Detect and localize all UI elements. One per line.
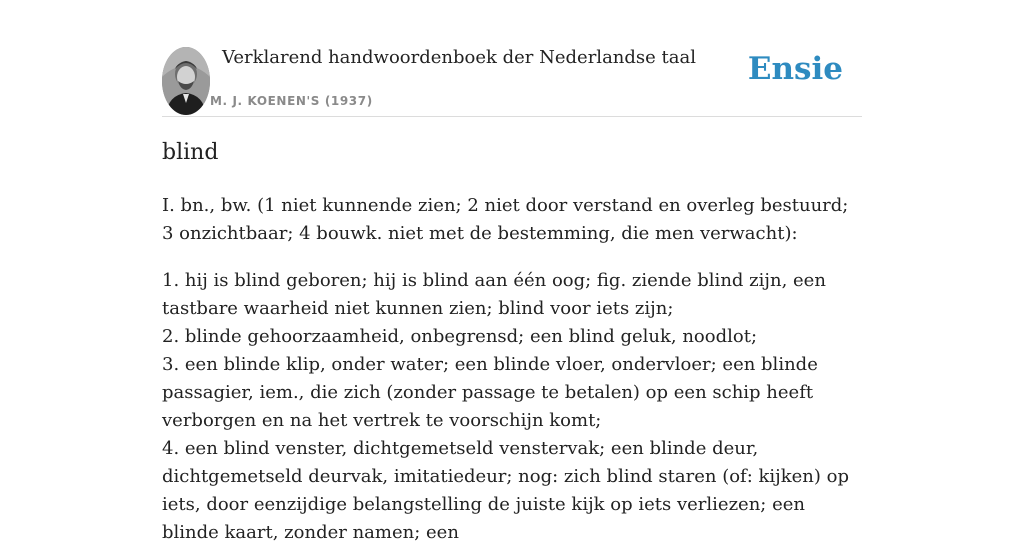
entry-headword: blind — [162, 140, 219, 165]
entry-intro: I. bn., bw. (1 niet kunnende zien; 2 niet door verstand en overleg bestuurd; 3 onzichtbaar; 4 bouwk. niet met de bestemming, die men verwacht): — [162, 195, 849, 244]
dictionary-header — [162, 44, 862, 117]
author-portrait-icon — [162, 47, 210, 115]
author-edition: M. J. KOENEN'S (1937) — [210, 94, 373, 108]
entry-definition — [162, 192, 862, 547]
entry-sense-1: 1. hij is blind geboren; hij is blind aan één oog; fig. ziende blind zijn, een tastbare waarheid niet kunnen zien; blind voor iets zijn; — [162, 270, 826, 319]
entry-sense-2: 2. blinde gehoorzaamheid, onbegrensd; een blind geluk, noodlot; — [162, 326, 758, 347]
entry-sense-4: 4. een blind venster, dichtgemetseld venstervak; een blinde deur, dichtgemetseld deurvak, imitatiedeur; nog: zich blind staren (of: kijken) op iets, door eenzijdige belangstelling de juiste kijk op iets verliezen; een blinde kaart, zonder namen; een — [162, 438, 850, 543]
portrait-illustration — [162, 47, 210, 115]
book-title: Verklarend handwoordenboek der Nederlandse taal — [222, 47, 696, 68]
ensie-logo-link[interactable]: Ensie — [747, 51, 843, 87]
entry-sense-3: 3. een blinde klip, onder water; een blinde vloer, ondervloer; een blinde passagier, iem., die zich (zonder passage te betalen) op een schip heeft verborgen en na het vertrek te voorschijn komt; — [162, 354, 818, 431]
